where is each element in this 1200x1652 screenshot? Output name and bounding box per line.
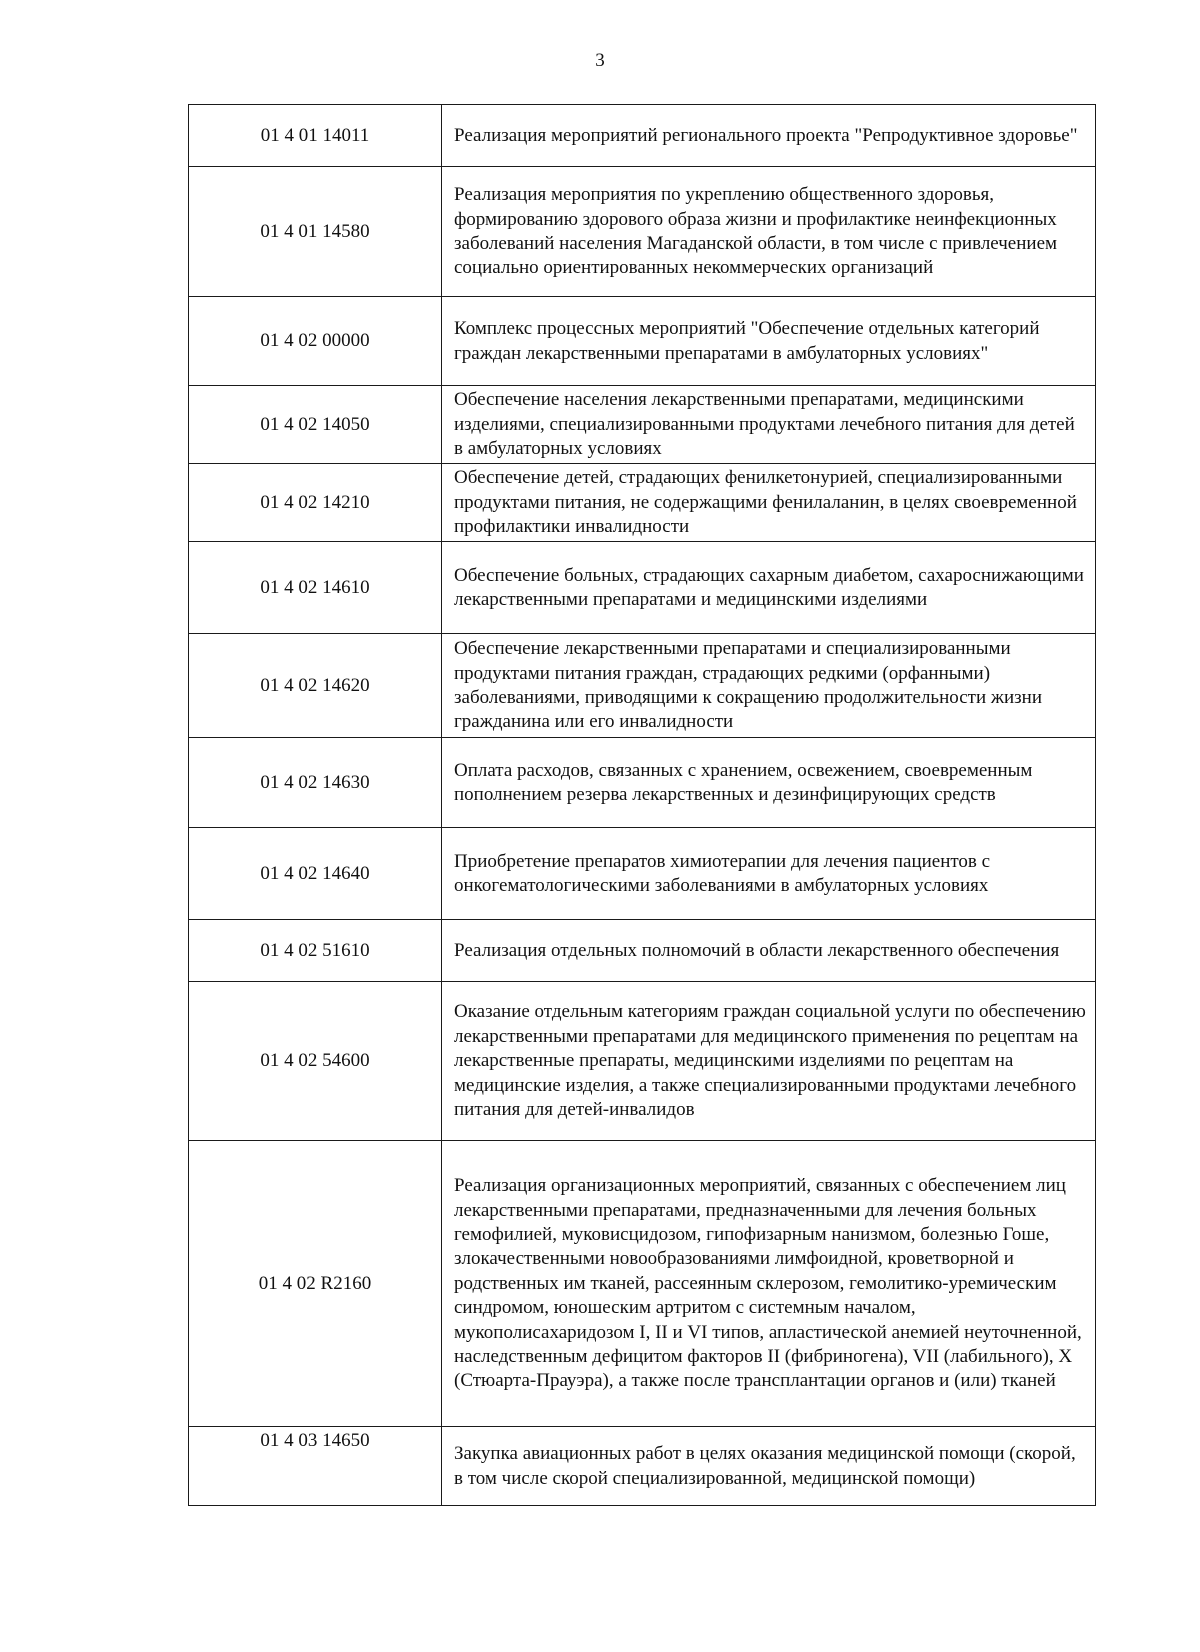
row-code: 01 4 02 51610	[189, 920, 442, 982]
row-description: Реализация мероприятий регионального проекта "Репродуктивное здоровье"	[442, 105, 1096, 167]
row-code: 01 4 02 14630	[189, 738, 442, 828]
row-code: 01 4 02 14610	[189, 542, 442, 634]
row-description: Закупка авиационных работ в целях оказания медицинской помощи (скорой, в том числе скорой специализированной, медицинской помощи)	[442, 1427, 1096, 1506]
page-number: 3	[595, 50, 605, 71]
table-row	[189, 167, 1096, 297]
row-description: Оплата расходов, связанных с хранением, освежением, своевременным пополнением резерва лекарственных и дезинфицирующих средств	[442, 738, 1096, 828]
table-row	[189, 828, 1096, 920]
table-row	[189, 634, 1096, 738]
row-code: 01 4 02 14620	[189, 634, 442, 738]
row-code: 01 4 02 14210	[189, 464, 442, 542]
row-code: 01 4 02 14640	[189, 828, 442, 920]
table-row	[189, 297, 1096, 386]
row-description: Комплекс процессных мероприятий "Обеспечение отдельных категорий граждан лекарственными препаратами в амбулаторных условиях"	[442, 297, 1096, 386]
row-description: Реализация организационных мероприятий, связанных с обеспечением лиц лекарственными препаратами, предназначенными для лечения больных гемофилией, муковисцидозом, гипофизарным нанизмом, болезнью Гоше, злокачественными новообразованиями лимфоидной, кроветворной и родственных им тканей, рассеянным склерозом, гемолитико-уремическим синдромом, юношеским артритом с системным началом, мукополисахаридозом I, II и VI типов, апластической анемией неуточненной, наследственным дефицитом факторов II (фибриногена), VII (лабильного), X (Стюарта-Прауэра), а также после трансплантации органов и (или) тканей	[442, 1141, 1096, 1427]
row-description: Оказание отдельным категориям граждан социальной услуги по обеспечению лекарственными препаратами для медицинского применения по рецептам на лекарственные препараты, медицинскими изделиями по рецептам на медицинские изделия, а также специализированными продуктами лечебного питания для детей-инвалидов	[442, 982, 1096, 1141]
row-description: Приобретение препаратов химиотерапии для лечения пациентов с онкогематологическими заболеваниями в амбулаторных условиях	[442, 828, 1096, 920]
row-code: 01 4 02 54600	[189, 982, 442, 1141]
table-row	[189, 386, 1096, 464]
row-code: 01 4 02 R2160	[189, 1141, 442, 1427]
table-row	[189, 738, 1096, 828]
row-code: 01 4 01 14011	[189, 105, 442, 167]
table-row	[189, 105, 1096, 167]
budget-codes-table	[188, 104, 1096, 1506]
row-description: Реализация отдельных полномочий в области лекарственного обеспечения	[442, 920, 1096, 982]
table-row	[189, 1427, 1096, 1506]
row-description: Обеспечение больных, страдающих сахарным диабетом, сахароснижающими лекарственными препаратами и медицинскими изделиями	[442, 542, 1096, 634]
row-description: Обеспечение детей, страдающих фенилкетонурией, специализированными продуктами питания, не содержащими фенилаланин, в целях своевременной профилактики инвалидности	[442, 464, 1096, 542]
row-code: 01 4 03 14650	[189, 1427, 442, 1506]
table-row	[189, 464, 1096, 542]
row-description: Обеспечение населения лекарственными препаратами, медицинскими изделиями, специализированными продуктами лечебного питания для детей в амбулаторных условиях	[442, 386, 1096, 464]
table-row	[189, 920, 1096, 982]
row-description: Обеспечение лекарственными препаратами и специализированными продуктами питания граждан, страдающих редкими (орфанными) заболеваниями, приводящими к сокращению продолжительности жизни гражданина или его инвалидности	[442, 634, 1096, 738]
table-row	[189, 1141, 1096, 1427]
table-row	[189, 542, 1096, 634]
row-description: Реализация мероприятия по укреплению общественного здоровья, формированию здорового образа жизни и профилактике неинфекционных заболеваний населения Магаданской области, в том числе с привлечением социально ориентированных некоммерческих организаций	[442, 167, 1096, 297]
table-row	[189, 982, 1096, 1141]
row-code: 01 4 02 14050	[189, 386, 442, 464]
row-code: 01 4 02 00000	[189, 297, 442, 386]
row-code: 01 4 01 14580	[189, 167, 442, 297]
